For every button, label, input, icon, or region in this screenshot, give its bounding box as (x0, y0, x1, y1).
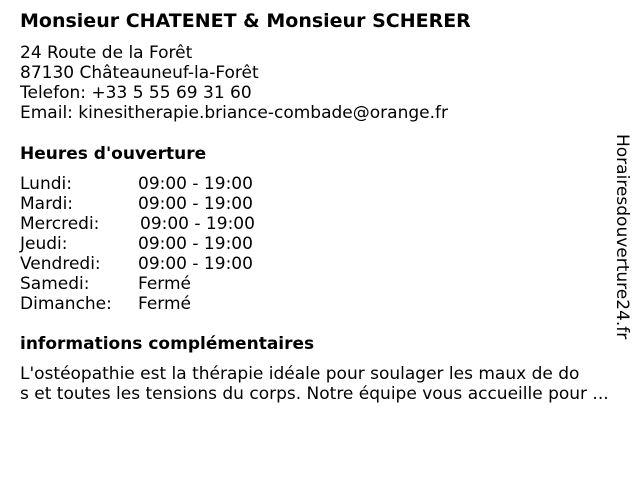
day-label: Jeudi: (20, 234, 68, 254)
city-address: 87130 Châteauneuf-la-Forêt (20, 63, 259, 83)
day-label: Mercredi: (20, 214, 100, 234)
hours-value: 09:00 - 19:00 (140, 214, 255, 234)
hours-row-wednesday (20, 214, 280, 234)
email-address: Email: kinesitherapie.briance-combade@orange.fr (20, 103, 448, 123)
hours-row-saturday (20, 274, 280, 294)
day-label: Dimanche: (20, 294, 112, 314)
phone-number: Telefon: +33 5 55 69 31 60 (20, 83, 252, 103)
address-block (20, 43, 448, 123)
hours-value: 09:00 - 19:00 (138, 174, 253, 194)
hours-value: Fermé (138, 294, 192, 314)
site-watermark: Horairesdouverture24.fr (612, 134, 632, 340)
day-label: Vendredi: (20, 254, 101, 274)
hours-row-friday (20, 254, 280, 274)
description-line: L'ostéopathie est la thérapie idéale pour soulager les maux de do (20, 364, 580, 384)
additional-info-text (20, 364, 609, 404)
hours-value: 09:00 - 19:00 (138, 234, 253, 254)
hours-value: 09:00 - 19:00 (138, 254, 253, 274)
day-label: Samedi: (20, 274, 90, 294)
hours-value: Fermé (138, 274, 192, 294)
hours-row-thursday (20, 234, 280, 254)
page-title: Monsieur CHATENET & Monsieur SCHERER (20, 10, 471, 32)
hours-row-tuesday (20, 194, 280, 214)
hours-value: 09:00 - 19:00 (138, 194, 253, 214)
hours-row-monday (20, 174, 280, 194)
additional-info-heading: informations complémentaires (20, 334, 315, 354)
day-label: Lundi: (20, 174, 72, 194)
hours-row-sunday (20, 294, 280, 314)
street-address: 24 Route de la Forêt (20, 43, 193, 63)
opening-hours-heading: Heures d'ouverture (20, 144, 207, 164)
opening-hours-table (20, 174, 280, 314)
day-label: Mardi: (20, 194, 74, 214)
description-line: s et toutes les tensions du corps. Notre équipe vous accueille pour ... (20, 384, 609, 404)
